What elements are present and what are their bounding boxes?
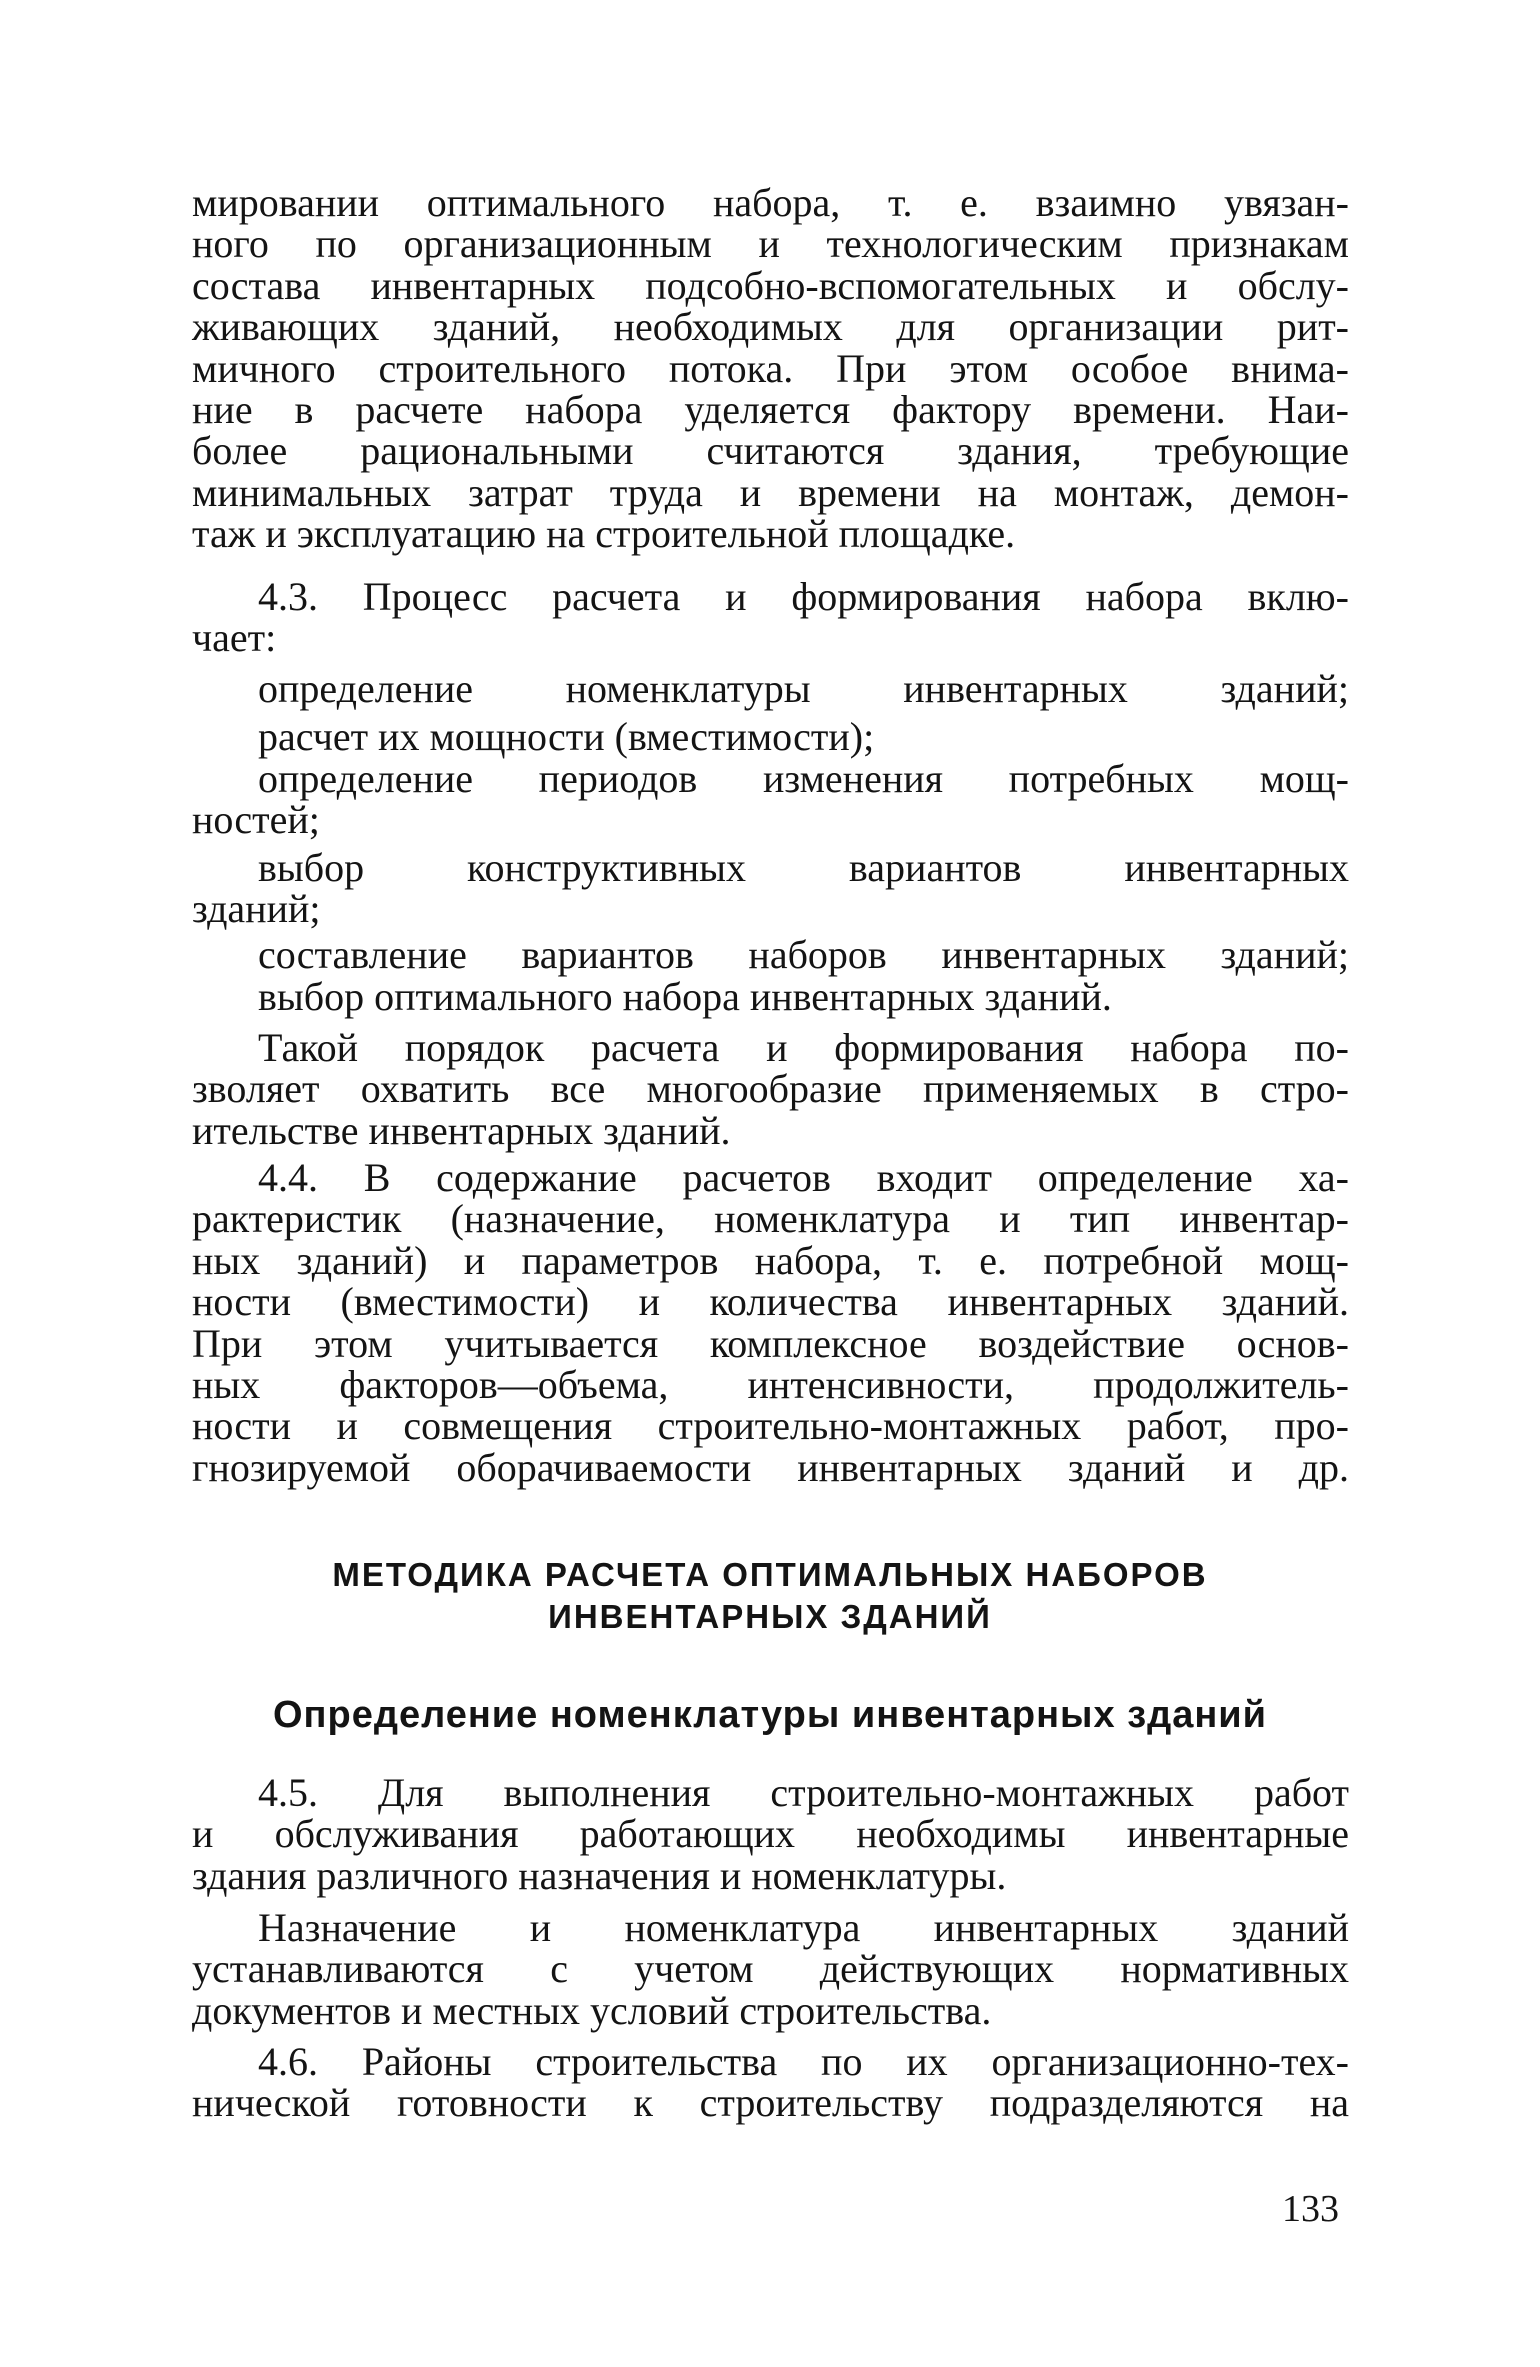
paragraph-4-4 [192, 1157, 1349, 1488]
paragraph-4-3 [192, 576, 1349, 659]
text-line: чает: [192, 615, 277, 661]
paragraph-order-note [192, 1027, 1349, 1151]
text-line: 4.5. Для выполнения строительно-монтажных работ [258, 1770, 1349, 1815]
page-number: 133 [1282, 2188, 1339, 2230]
list-item-step [192, 847, 1349, 930]
text-line: ностей; [192, 797, 320, 843]
text-line: рактеристик (назначение, номенклатура и тип инвентар- [192, 1196, 1349, 1242]
text-line: ных факторов—объема, интенсивности, продолжитель- [192, 1362, 1349, 1408]
text-line: нической готовности к строительству подразделяются на [192, 2080, 1349, 2126]
subsection-title: Определение номенклатуры инвентарных зданий [272, 1694, 1268, 1736]
text-line: мичного строительного потока. При этом особое внима- [192, 345, 1349, 391]
text-line: 4.6. Районы строительства по их организационно-тех- [258, 2039, 1349, 2084]
text-line: Назначение и номенклатура инвентарных зданий [258, 1905, 1349, 1950]
text-line: документов и местных условий строительства. [192, 1987, 992, 2033]
list-item-step [192, 934, 1349, 975]
text-line: состава инвентарных подсобно-вспомогательных и обслу- [192, 262, 1349, 308]
text-line: ности (вместимости) и количества инвентарных зданий. [192, 1279, 1349, 1325]
text-line: ительстве инвентарных зданий. [192, 1107, 731, 1153]
text-line: выбор оптимального набора инвентарных зданий. [258, 974, 1112, 1019]
text-line: определение номенклатуры инвентарных зданий; [258, 666, 1349, 711]
text-line: минимальных затрат труда и времени на монтаж, демон- [192, 469, 1349, 515]
text-line: устанавливаются с учетом действующих нормативных [192, 1946, 1349, 1992]
text-line: зданий; [192, 886, 321, 932]
text-line: выбор конструктивных вариантов инвентарных [258, 845, 1349, 890]
text-line: и обслуживания работающих необходимы инвентарные [192, 1811, 1349, 1857]
text-line: здания различного назначения и номенклатуры. [192, 1852, 1007, 1898]
list-item-step [192, 716, 1349, 757]
paragraph-4-5 [192, 1772, 1349, 1896]
text-line: При этом учитывается комплексное воздействие основ- [192, 1320, 1349, 1366]
list-item-step [192, 668, 1349, 709]
paragraph-4-6 [192, 2041, 1349, 2124]
text-line: расчет их мощности (вместимости); [258, 714, 875, 759]
text-line: живающих зданий, необходимых для организации рит- [192, 304, 1349, 350]
text-line: ние в расчете набора уделяется фактору времени. Наи- [192, 387, 1349, 433]
text-line: таж и эксплуатацию на строительной площадке. [192, 511, 1016, 557]
text-line: 4.4. В содержание расчетов входит определение ха- [258, 1155, 1349, 1200]
section-heading [0, 1554, 1540, 1638]
text-line: ности и совмещения строительно-монтажных работ, про- [192, 1403, 1349, 1449]
text-line: мировании оптимального набора, т. е. взаимно увязан- [192, 180, 1349, 225]
text-line: ных зданий) и параметров набора, т. е. потребной мощ- [192, 1237, 1349, 1283]
paragraph-purpose-note [192, 1907, 1349, 2031]
text-line: более рациональными считаются здания, требующие [192, 428, 1349, 474]
list-item-step [192, 976, 1349, 1017]
text-line: ного по организационным и технологическим признакам [192, 221, 1349, 267]
text-line: зволяет охватить все многообразие применяемых в стро- [192, 1066, 1349, 1112]
text-line: определение периодов изменения потребных мощ- [258, 756, 1349, 801]
section-heading-line: ИНВЕНТАРНЫХ ЗДАНИЙ [548, 1598, 992, 1635]
paragraph-continuation [192, 182, 1349, 555]
section-heading-line: МЕТОДИКА РАСЧЕТА ОПТИМАЛЬНЫХ НАБОРОВ [332, 1556, 1208, 1593]
text-line: гнозируемой оборачиваемости инвентарных зданий и др. [192, 1444, 1349, 1490]
text-line: 4.3. Процесс расчета и формирования набора вклю- [258, 574, 1349, 619]
text-line: составление вариантов наборов инвентарных зданий; [258, 932, 1349, 977]
list-item-step [192, 758, 1349, 841]
text-line: Такой порядок расчета и формирования набора по- [258, 1025, 1349, 1070]
